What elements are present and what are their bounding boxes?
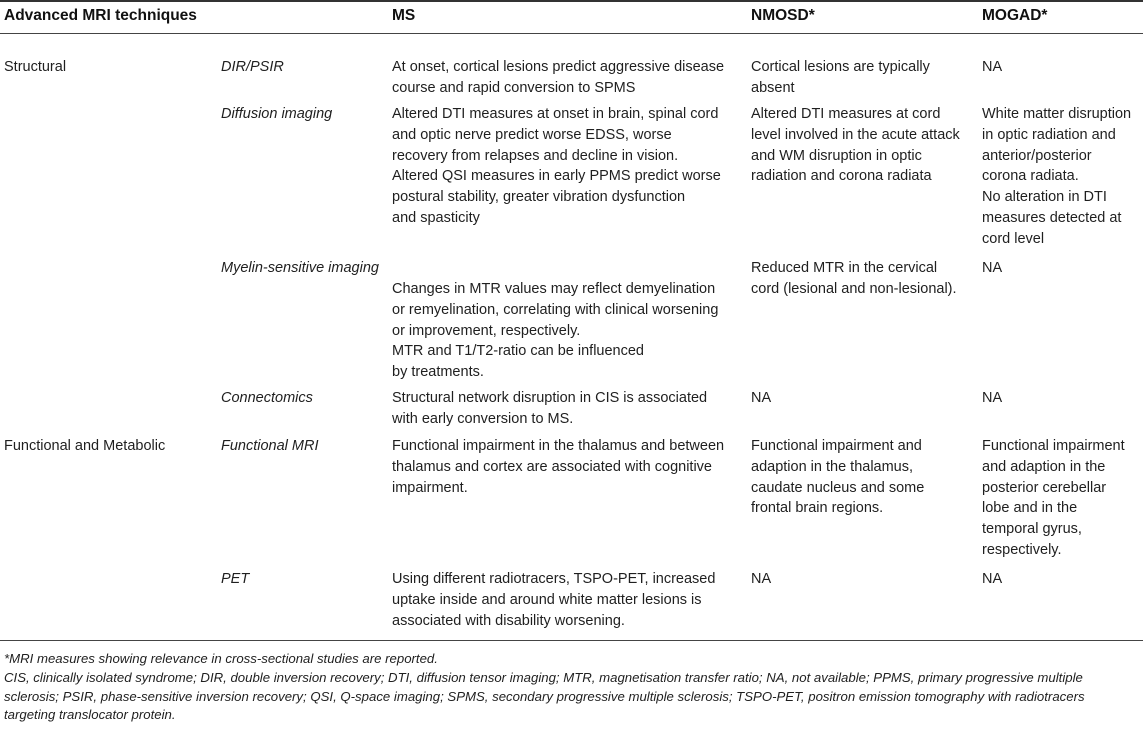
nmosd-connectomics: NA bbox=[751, 390, 772, 406]
footnote-asterisk: *MRI measures showing relevance in cross-sectional studies are reported. bbox=[4, 651, 438, 666]
header-mogad: MOGAD* bbox=[982, 7, 1048, 24]
header-technique: Advanced MRI techniques bbox=[4, 7, 197, 24]
category-structural: Structural bbox=[4, 59, 67, 75]
ms-fmri: Functional impairment in the thalamus and between thalamus and cortex are associated with cognitive impairment. bbox=[392, 438, 725, 496]
technique-fmri: Functional MRI bbox=[221, 438, 319, 454]
header-ms: MS bbox=[392, 7, 416, 24]
nmosd-diffusion: Altered DTI measures at cord level involved in the acute attack and WM disruption in optic radiation and corona radiata bbox=[751, 106, 960, 185]
technique-myelin: Myelin-sensitive imaging bbox=[221, 260, 379, 276]
footnote-abbreviations: CIS, clinically isolated syndrome; DIR, double inversion recovery; DTI, diffusion tensor imaging; MTR, magnetisation transfer ratio; NA, not available; PPMS, primary progressive multiple sclerosis; PSIR, phase-sensitive inversion recovery; QSI, Q-space imaging; SPMS, secondary progressive multiple sclerosis; TSPO-PET, positron emission tomography with radiotracers targeting translocator protein. bbox=[4, 670, 1085, 723]
header-nmosd: NMOSD* bbox=[751, 7, 815, 24]
technique-dir-psir: DIR/PSIR bbox=[221, 59, 284, 75]
mogad-pet: NA bbox=[982, 571, 1003, 587]
nmosd-pet: NA bbox=[751, 571, 772, 587]
table-top-rule bbox=[0, 0, 1143, 2]
technique-pet: PET bbox=[221, 571, 250, 587]
technique-connectomics: Connectomics bbox=[221, 390, 313, 406]
nmosd-myelin: Reduced MTR in the cervical cord (lesional and non-lesional). bbox=[751, 260, 957, 297]
ms-pet: Using different radiotracers, TSPO-PET, increased uptake inside and around white matter lesions is associated with disability worsening. bbox=[392, 571, 716, 629]
mogad-connectomics: NA bbox=[982, 390, 1003, 406]
category-functional: Functional and Metabolic bbox=[4, 438, 166, 454]
mogad-diffusion: White matter disruption in optic radiation and anterior/posterior corona radiata. No alteration in DTI measures detected at cord level bbox=[982, 106, 1132, 247]
ms-diffusion: Altered DTI measures at onset in brain, spinal cord and optic nerve predict worse EDSS, worse recovery from relapses and decline in vision. Altered QSI measures in early PPMS predict worse postural stability, greater vibration dysfunction and spasticity bbox=[392, 106, 721, 226]
ms-myelin: Changes in MTR values may reflect demyelination or remyelination, correlating with clinical worsening or improvement, respectively. MTR and T1/T2-ratio can be influenced by treatments. bbox=[392, 281, 719, 381]
technique-diffusion: Diffusion imaging bbox=[221, 106, 333, 122]
ms-connectomics: Structural network disruption in CIS is associated with early conversion to MS. bbox=[392, 390, 708, 427]
ms-dir-psir: At onset, cortical lesions predict aggressive disease course and rapid conversion to SPMS bbox=[392, 59, 725, 96]
nmosd-dir-psir: Cortical lesions are typically absent bbox=[751, 59, 930, 96]
header-rule bbox=[0, 33, 1143, 34]
table-bottom-rule bbox=[0, 640, 1143, 641]
mogad-dir-psir: NA bbox=[982, 59, 1003, 75]
mogad-fmri: Functional impairment and adaption in the posterior cerebellar lobe and in the temporal gyrus, respectively. bbox=[982, 438, 1125, 558]
nmosd-fmri: Functional impairment and adaption in the thalamus, caudate nucleus and some frontal brain regions. bbox=[751, 438, 925, 517]
mogad-myelin: NA bbox=[982, 260, 1003, 276]
